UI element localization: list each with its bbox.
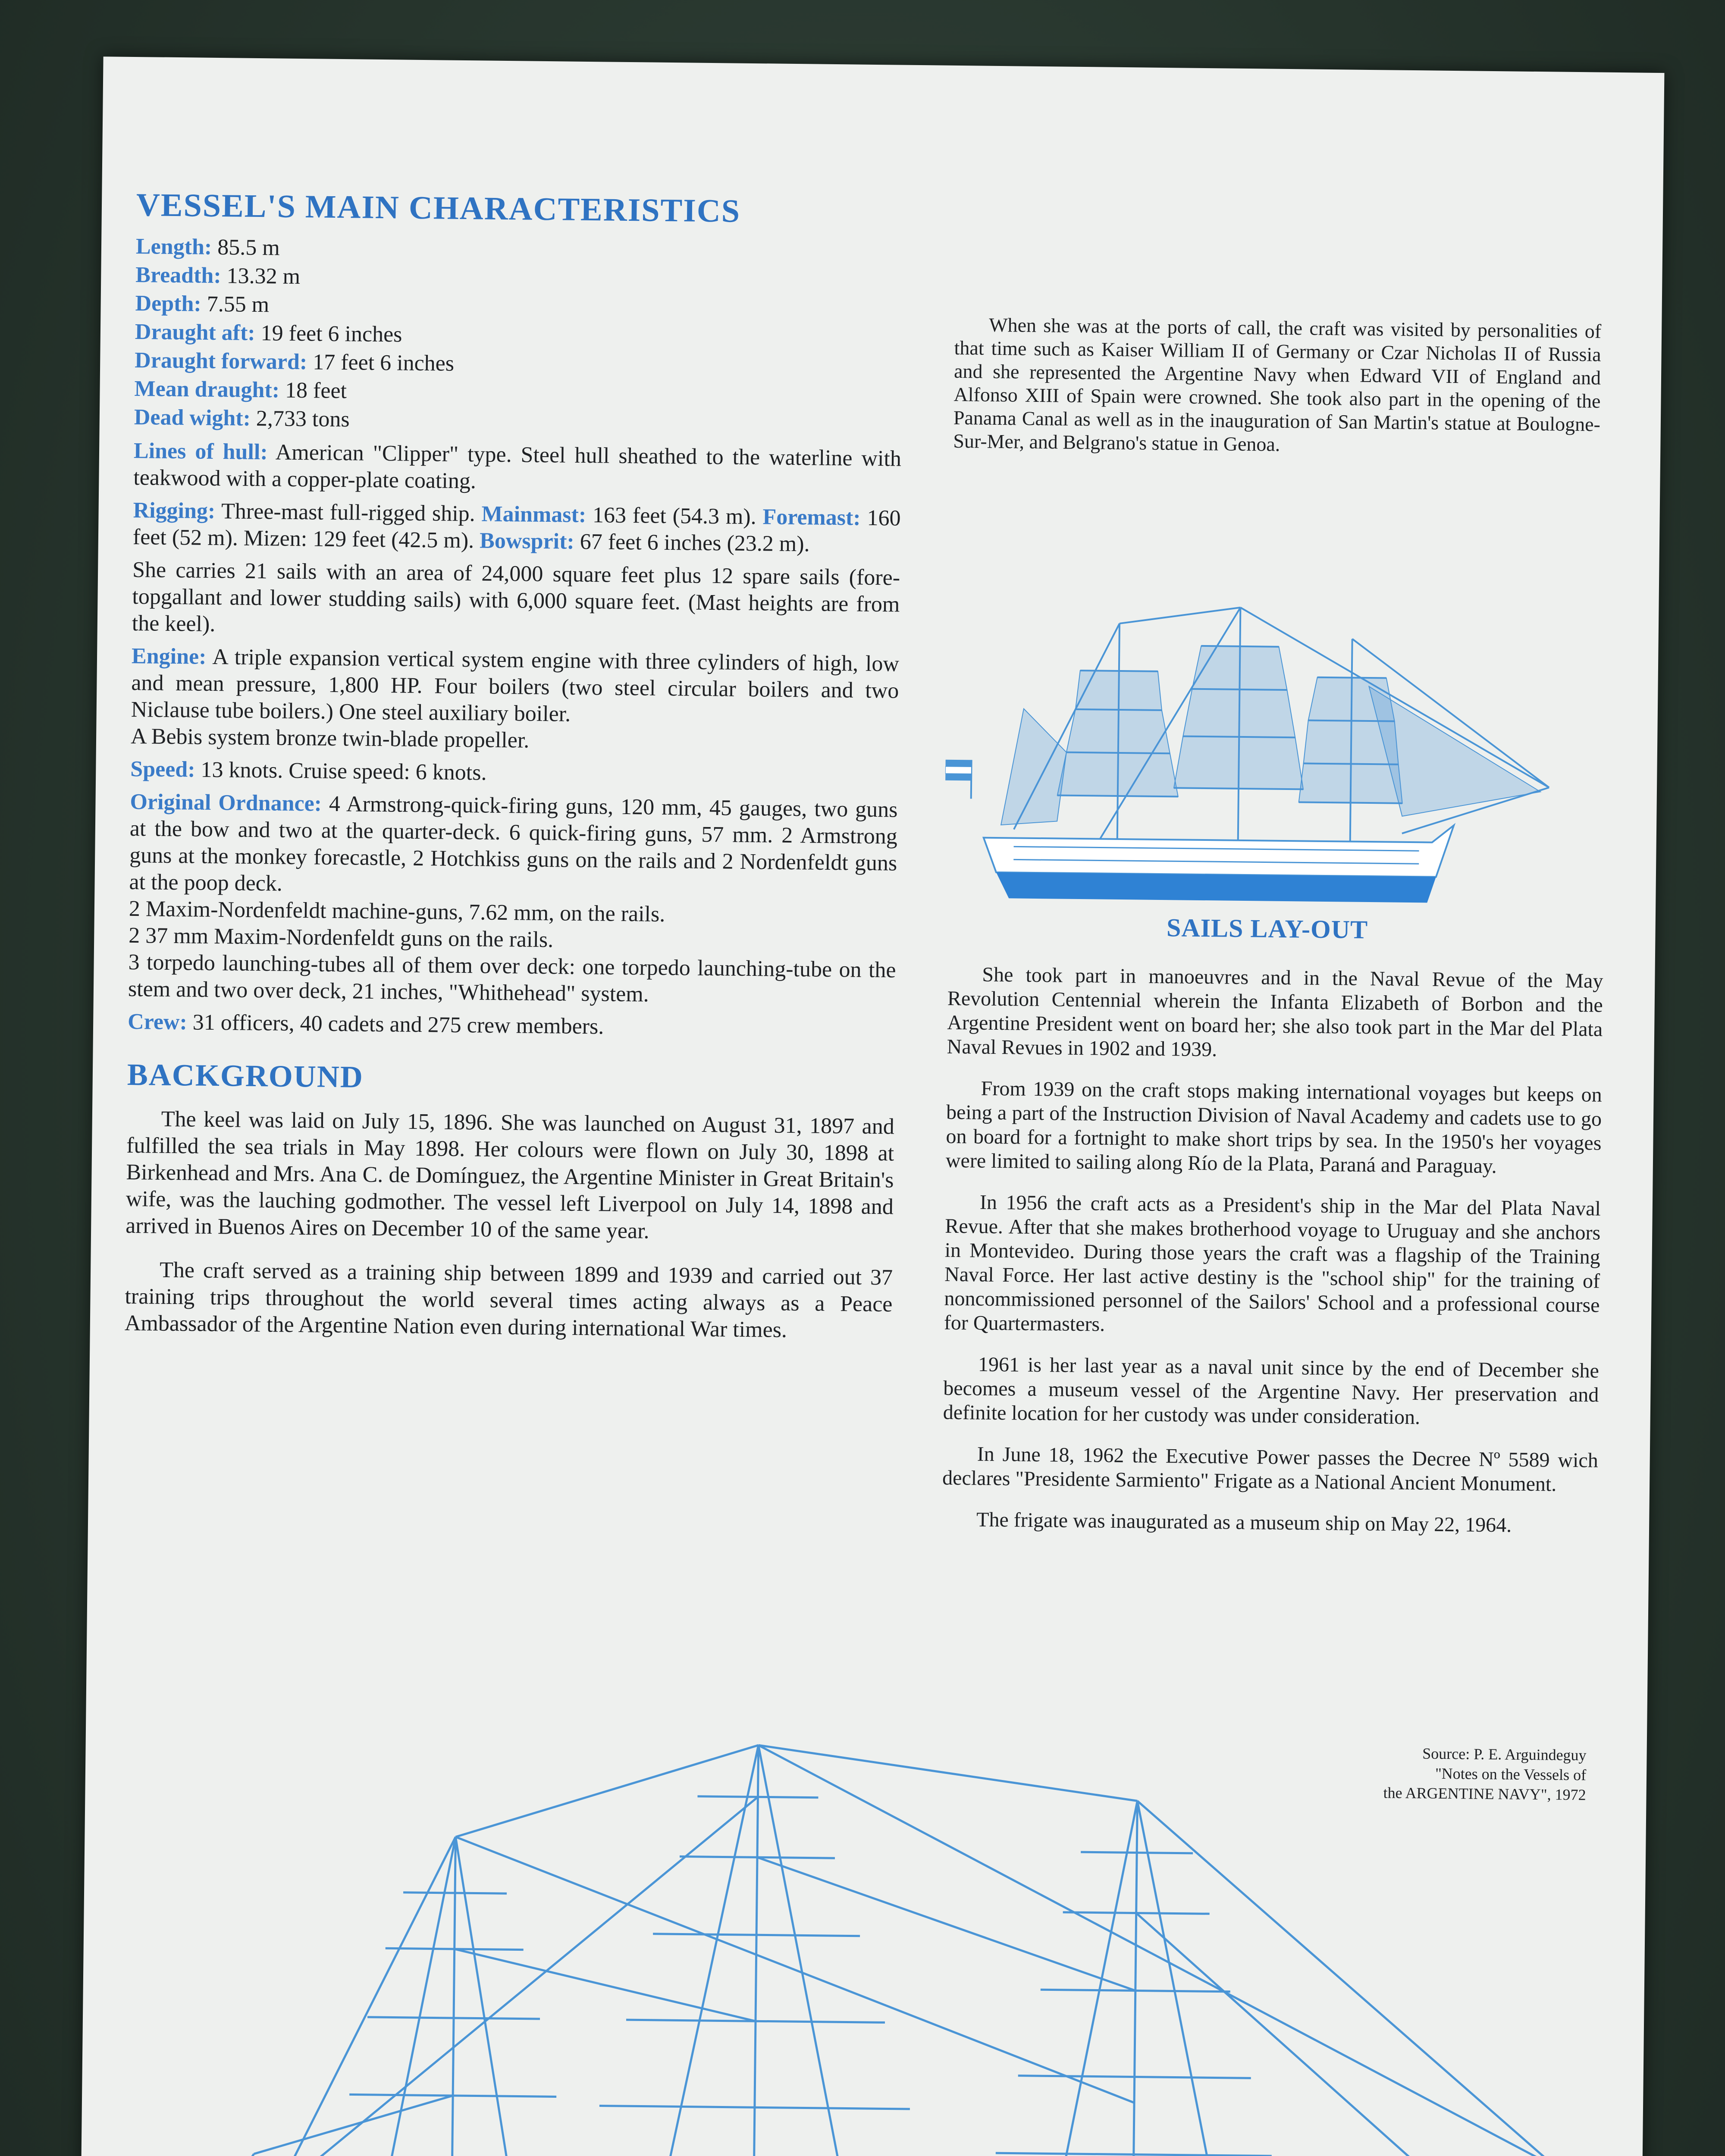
source-citation: Source: P. E. Arguindeguy "Notes on the Vessels of the ARGENTINE NAVY", 1972 [1383,1745,1587,1804]
spec-depth: Depth: 7.55 m [135,291,270,317]
presidents-ship-paragraph: In 1956 the craft acts as a President's ship in the Mar del Plata Naval Revue. After that she makes brotherhood voyage to Uruguay and she anchors in Montevideo. During those years the craft was a flagship of the Training Naval Force. Her last active destiny is the "school ship" for the training of noncommissioned personnel of the Sailors' School and a professional course for Quartermasters. [944,1191,1601,1336]
spec-length: Length: 85.5 m [135,234,280,260]
decree-paragraph: In June 18, 1962 the Executive Power passes the Decree Nº 5589 wich declares "Presidente Sarmiento" Frigate as a National Ancient Monument. [942,1442,1599,1496]
lines-of-hull: Lines of hull: American "Clipper" type. Steel hull sheathed to the waterline with teakwood with a copper-plate coating. [133,438,902,494]
spec-draught-forward: Draught forward: 17 feet 6 inches [134,348,455,376]
spec-breadth: Breadth: 13.32 m [135,263,301,289]
sails-layout-caption: SAILS LAY-OUT [1166,913,1368,944]
spec-dead-weight: Dead wight: 2,733 tons [134,404,350,432]
document-sheet [78,56,1665,2156]
right-column-top [953,307,1601,460]
sails-layout-drawing [935,596,1586,926]
sails-description: She carries 21 sails with an area of 24,000 square feet plus 12 spare sails (fore-topgallant and lower studding sails) with 6,000 square feet. (Mast heights are from the keel). [132,557,900,636]
museum-vessel-paragraph: 1961 is her last year as a naval unit since by the end of December she becomes a museum vessel of the Argentine Navy. Her preservation and definite location for her custody was under consideration. [943,1353,1600,1429]
right-column-bottom [941,962,1603,1556]
instruction-paragraph: From 1939 on the craft stops making international voyages but keeps on being a part of the Instruction Division of Naval Academy and cadets use to go on board for a fortnight to make short trips by sea. In the 1950's her voyages were limited to sailing along Río de la Plata, Paraná and Paraguay. [945,1077,1602,1178]
background-paragraph-2: The craft served as a training ship between 1899 and 1939 and carried out 37 training trips throughout the world several times acting always as a Peace Ambassador of the Argentine Nation even during international War times. [124,1257,893,1342]
background-heading: BACKGROUND [127,1057,364,1094]
spec-draught-aft: Draught aft: 19 feet 6 inches [135,320,402,347]
page-title: VESSEL'S MAIN CHARACTERISTICS [136,187,741,229]
background-paragraph-1: The keel was laid on July 15, 1896. She was launched on August 31, 1897 and fulfilled the sea trials in May 1898. Her colours were flown on July 30, 1898 at Birkenhead and Mrs. Ana C. de Domínguez, the Argentine Minister in Great Britain's wife, was the lauching godmother. The vessel left Liverpool on July 14, 1898 and arrived in Buenos Aires on December 10 of the same year. [125,1106,895,1244]
rigging-spec: Rigging: Three-mast full-rigged ship. Mainmast: 163 feet (54.3 m). Foremast: 160 feet (52 m). Mizen: 129 feet (42.5 m). Bowsprit: 67 feet 6 inches (23.2 m). [132,498,901,557]
ordnance-spec: Original Ordnance: 4 Armstrong-quick-firing guns, 120 mm, 45 gauges, two guns at the bow and two at the quarter-deck. 6 quick-firing guns, 57 mm. 2 Armstrong guns at the monkey forecastle, 2 Hotchkiss guns on the rails and 2 Nordenfeldt guns at the poop deck. 2 Maxim-Nordenfeldt machine-guns, 7.62 mm, on the rails. 2 37 mm Maxim-Nordenfeldt guns on the rails. 3 torpedo launching-tubes all of them over deck: one torpedo launching-tube on the stem and two over deck, 21 inches, "Whithehead" system. [128,789,898,1007]
engine-spec: Engine: A triple expansion vertical system engine with three cylinders of high, low and mean pressure, 1,800 HP. Four boilers (two steel circular boilers and two Niclause tube boilers.) One steel auxiliary boiler. A Bebis system bronze twin-blade propeller. [130,643,900,753]
spec-mean-draught: Mean draught: 18 feet [134,376,347,404]
crew-spec: Crew: 31 officers, 40 cadets and 275 crew members. [127,1009,604,1039]
left-column [125,186,904,1344]
visits-paragraph: When she was at the ports of call, the craft was visited by personalities of that time such as Kaiser William II of Germany or Czar Nicholas II of Russia and she represented the Argentine Navy when Edward VII of England and Alfonso XIII of Spain were crowned. She took also part in the opening of the Panama Canal as well as in the inauguration of San Martin's statue at Boulogne-Sur-Mer, and Belgrano's statue in Genoa. [953,313,1602,455]
speed-spec: Speed: 13 knots. Cruise speed: 6 knots. [130,756,487,785]
rigging-drawing [96,1704,1630,2156]
naval-revue-paragraph: She took part in manoeuvres and in the Naval Revue of the May Revolution Centennial wherein the Infanta Elizabeth of Borbon and the Argentine President went on board her; she also took part in the Mar del Plata Naval Revues in 1902 and 1939. [947,963,1603,1061]
argentine-flag-icon [945,760,972,799]
specs-list [134,232,904,440]
inauguration-paragraph: The frigate was inaugurated as a museum ship on May 22, 1964. [976,1508,1512,1537]
